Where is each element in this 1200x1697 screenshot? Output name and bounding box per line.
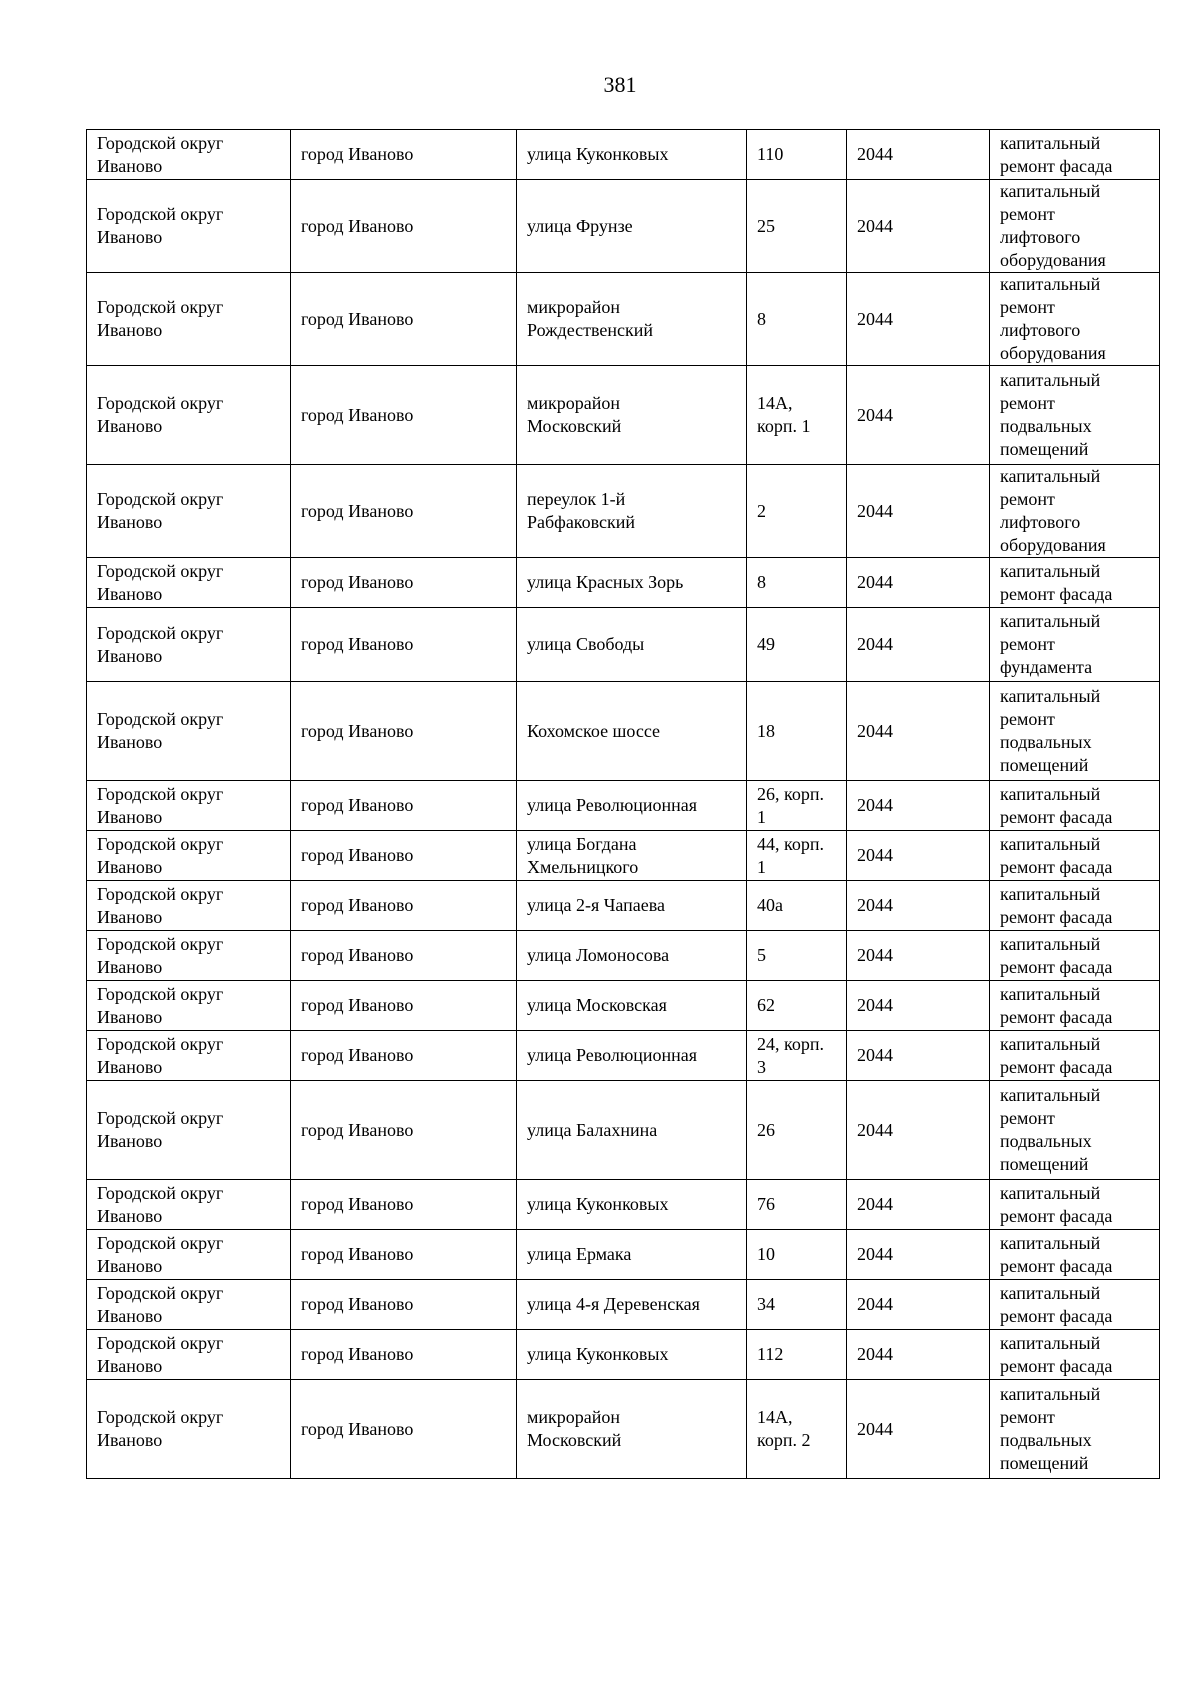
locality-cell: город Иваново — [291, 366, 517, 465]
locality-cell: город Иваново — [291, 1380, 517, 1479]
house-number-cell: 25 — [747, 180, 847, 273]
work-type-cell: капитальный ремонт фасада — [990, 781, 1160, 831]
street-cell: улица Фрунзе — [517, 180, 747, 273]
year-cell: 2044 — [847, 1031, 990, 1081]
locality-cell: город Иваново — [291, 608, 517, 682]
municipality-cell: Городской округ Иваново — [87, 931, 291, 981]
year-cell: 2044 — [847, 608, 990, 682]
year-cell: 2044 — [847, 1380, 990, 1479]
municipality-cell: Городской округ Иваново — [87, 682, 291, 781]
street-cell: улица Ермака — [517, 1230, 747, 1280]
table-row — [87, 981, 1160, 1031]
work-type-cell: капитальный ремонт фасада — [990, 1180, 1160, 1230]
work-type-cell: капитальный ремонт фундамента — [990, 608, 1160, 682]
municipality-cell: Городской округ Иваново — [87, 465, 291, 558]
table-row — [87, 1380, 1160, 1479]
municipality-cell: Городской округ Иваново — [87, 608, 291, 682]
work-type-cell: капитальный ремонт подвальных помещений — [990, 682, 1160, 781]
locality-cell: город Иваново — [291, 1081, 517, 1180]
municipality-cell: Городской округ Иваново — [87, 180, 291, 273]
year-cell: 2044 — [847, 273, 990, 366]
work-type-cell: капитальный ремонт лифтового оборудования — [990, 273, 1160, 366]
street-cell: микрорайон Московский — [517, 1380, 747, 1479]
locality-cell: город Иваново — [291, 130, 517, 180]
street-cell: улица Красных Зорь — [517, 558, 747, 608]
table-row — [87, 1081, 1160, 1180]
municipality-cell: Городской округ Иваново — [87, 1280, 291, 1330]
work-type-cell: капитальный ремонт фасада — [990, 130, 1160, 180]
house-number-cell: 8 — [747, 558, 847, 608]
year-cell: 2044 — [847, 981, 990, 1031]
table-row — [87, 608, 1160, 682]
year-cell: 2044 — [847, 465, 990, 558]
house-number-cell: 112 — [747, 1330, 847, 1380]
house-number-cell: 49 — [747, 608, 847, 682]
work-type-cell: капитальный ремонт лифтового оборудования — [990, 180, 1160, 273]
municipality-cell: Городской округ Иваново — [87, 1380, 291, 1479]
municipality-cell: Городской округ Иваново — [87, 366, 291, 465]
table-row — [87, 1180, 1160, 1230]
work-type-cell: капитальный ремонт фасада — [990, 1031, 1160, 1081]
locality-cell: город Иваново — [291, 781, 517, 831]
locality-cell: город Иваново — [291, 931, 517, 981]
year-cell: 2044 — [847, 130, 990, 180]
work-type-cell: капитальный ремонт лифтового оборудования — [990, 465, 1160, 558]
street-cell: переулок 1-й Рабфаковский — [517, 465, 747, 558]
house-number-cell: 14А, корп. 1 — [747, 366, 847, 465]
municipality-cell: Городской округ Иваново — [87, 1081, 291, 1180]
house-number-cell: 76 — [747, 1180, 847, 1230]
work-type-cell: капитальный ремонт фасада — [990, 981, 1160, 1031]
table-row — [87, 831, 1160, 881]
street-cell: улица Революционная — [517, 1031, 747, 1081]
locality-cell: город Иваново — [291, 180, 517, 273]
house-number-cell: 18 — [747, 682, 847, 781]
municipality-cell: Городской округ Иваново — [87, 1031, 291, 1081]
table-row — [87, 1330, 1160, 1380]
year-cell: 2044 — [847, 881, 990, 931]
table-row — [87, 130, 1160, 180]
year-cell: 2044 — [847, 1280, 990, 1330]
municipality-cell: Городской округ Иваново — [87, 881, 291, 931]
house-number-cell: 5 — [747, 931, 847, 981]
street-cell: улица Куконковых — [517, 1330, 747, 1380]
municipality-cell: Городской округ Иваново — [87, 558, 291, 608]
municipality-cell: Городской округ Иваново — [87, 130, 291, 180]
house-number-cell: 110 — [747, 130, 847, 180]
table-row — [87, 180, 1160, 273]
locality-cell: город Иваново — [291, 981, 517, 1031]
table-row — [87, 1280, 1160, 1330]
table-row — [87, 273, 1160, 366]
work-type-cell: капитальный ремонт подвальных помещений — [990, 366, 1160, 465]
table-row — [87, 881, 1160, 931]
table-row — [87, 931, 1160, 981]
house-number-cell: 8 — [747, 273, 847, 366]
street-cell: микрорайон Московский — [517, 366, 747, 465]
locality-cell: город Иваново — [291, 273, 517, 366]
table-row — [87, 781, 1160, 831]
year-cell: 2044 — [847, 781, 990, 831]
locality-cell: город Иваново — [291, 1280, 517, 1330]
work-type-cell: капитальный ремонт фасада — [990, 1280, 1160, 1330]
work-type-cell: капитальный ремонт подвальных помещений — [990, 1081, 1160, 1180]
table-row — [87, 682, 1160, 781]
locality-cell: город Иваново — [291, 1230, 517, 1280]
year-cell: 2044 — [847, 180, 990, 273]
house-number-cell: 34 — [747, 1280, 847, 1330]
house-number-cell: 40а — [747, 881, 847, 931]
work-type-cell: капитальный ремонт фасада — [990, 1230, 1160, 1280]
work-type-cell: капитальный ремонт фасада — [990, 831, 1160, 881]
table-row — [87, 1031, 1160, 1081]
municipality-cell: Городской округ Иваново — [87, 1330, 291, 1380]
work-type-cell: капитальный ремонт фасада — [990, 881, 1160, 931]
year-cell: 2044 — [847, 831, 990, 881]
work-type-cell: капитальный ремонт фасада — [990, 931, 1160, 981]
street-cell: микрорайон Рождественский — [517, 273, 747, 366]
street-cell: улица Куконковых — [517, 130, 747, 180]
municipality-cell: Городской округ Иваново — [87, 1230, 291, 1280]
house-number-cell: 26 — [747, 1081, 847, 1180]
year-cell: 2044 — [847, 1180, 990, 1230]
street-cell: улица Московская — [517, 981, 747, 1031]
municipality-cell: Городской округ Иваново — [87, 981, 291, 1031]
work-type-cell: капитальный ремонт фасада — [990, 1330, 1160, 1380]
locality-cell: город Иваново — [291, 1031, 517, 1081]
locality-cell: город Иваново — [291, 881, 517, 931]
street-cell: улица Ломоносова — [517, 931, 747, 981]
work-type-cell: капитальный ремонт подвальных помещений — [990, 1380, 1160, 1479]
table-row — [87, 465, 1160, 558]
house-number-cell: 44, корп. 1 — [747, 831, 847, 881]
locality-cell: город Иваново — [291, 682, 517, 781]
year-cell: 2044 — [847, 1081, 990, 1180]
year-cell: 2044 — [847, 558, 990, 608]
work-type-cell: капитальный ремонт фасада — [990, 558, 1160, 608]
street-cell: улица 2-я Чапаева — [517, 881, 747, 931]
table-body — [87, 130, 1160, 1479]
municipality-cell: Городской округ Иваново — [87, 781, 291, 831]
house-number-cell: 10 — [747, 1230, 847, 1280]
year-cell: 2044 — [847, 682, 990, 781]
locality-cell: город Иваново — [291, 465, 517, 558]
table-row — [87, 1230, 1160, 1280]
locality-cell: город Иваново — [291, 1180, 517, 1230]
municipality-cell: Городской округ Иваново — [87, 831, 291, 881]
municipality-cell: Городской округ Иваново — [87, 273, 291, 366]
page-number: 381 — [603, 72, 637, 97]
street-cell: Кохомское шоссе — [517, 682, 747, 781]
table-row — [87, 366, 1160, 465]
street-cell: улица 4-я Деревенская — [517, 1280, 747, 1330]
street-cell: улица Балахнина — [517, 1081, 747, 1180]
municipality-cell: Городской округ Иваново — [87, 1180, 291, 1230]
table-row — [87, 558, 1160, 608]
locality-cell: город Иваново — [291, 831, 517, 881]
year-cell: 2044 — [847, 366, 990, 465]
house-number-cell: 24, корп. 3 — [747, 1031, 847, 1081]
street-cell: улица Революционная — [517, 781, 747, 831]
street-cell: улица Свободы — [517, 608, 747, 682]
house-number-cell: 62 — [747, 981, 847, 1031]
house-number-cell: 2 — [747, 465, 847, 558]
house-number-cell: 26, корп. 1 — [747, 781, 847, 831]
year-cell: 2044 — [847, 931, 990, 981]
street-cell: улица Богдана Хмельницкого — [517, 831, 747, 881]
year-cell: 2044 — [847, 1330, 990, 1380]
repair-schedule-table — [86, 129, 1160, 1479]
locality-cell: город Иваново — [291, 558, 517, 608]
house-number-cell: 14А, корп. 2 — [747, 1380, 847, 1479]
street-cell: улица Куконковых — [517, 1180, 747, 1230]
locality-cell: город Иваново — [291, 1330, 517, 1380]
year-cell: 2044 — [847, 1230, 990, 1280]
